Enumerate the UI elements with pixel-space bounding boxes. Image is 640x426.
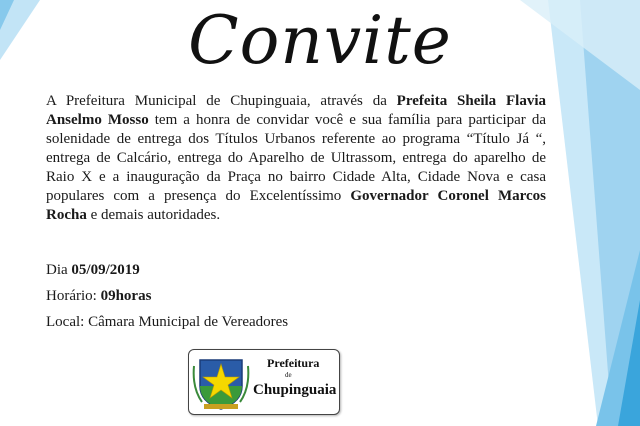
time-label: Horário: — [46, 288, 101, 304]
mayor-name: Prefeita Sheila Flavia Anselmo Mosso — [46, 93, 546, 128]
event-time — [46, 288, 151, 305]
municipality-logo — [188, 349, 340, 415]
coat-of-arms-icon — [192, 352, 250, 412]
body-part-3: e demais autoridades. — [86, 207, 221, 223]
logo-text-prefeitura: Prefeitura — [267, 356, 320, 370]
governor-name: Governador Coronel Marcos Rocha — [46, 188, 546, 223]
event-place — [46, 314, 288, 331]
date-label: Dia — [46, 262, 72, 278]
event-date — [46, 262, 140, 279]
date-value: 05/09/2019 — [71, 262, 140, 278]
invitation-body — [46, 92, 546, 225]
logo-text-de: de — [285, 371, 292, 379]
time-value: 09horas — [100, 288, 152, 304]
place-value: Câmara Municipal de Vereadores — [88, 314, 289, 330]
logo-text-chupinguaia: Chupinguaia — [253, 382, 337, 398]
invitation-title: Convite — [188, 2, 452, 79]
body-part-2: tem a honra de convidar você e sua família para participar da solenidade de entrega dos Títulos Urbanos referente ao programa “Título Já “, entrega de Calcário, entrega do Aparelho de Ultrassom, entrega do aparelho de Raio X e a inauguração da Praça no bairro Cidade Alta, Cidade Nova e casa populares com a presença do Excelentíssimo — [46, 112, 547, 204]
place-label: Local: — [46, 314, 89, 330]
body-part-1: A Prefeitura Municipal de Chupinguaia, através da — [46, 93, 397, 109]
